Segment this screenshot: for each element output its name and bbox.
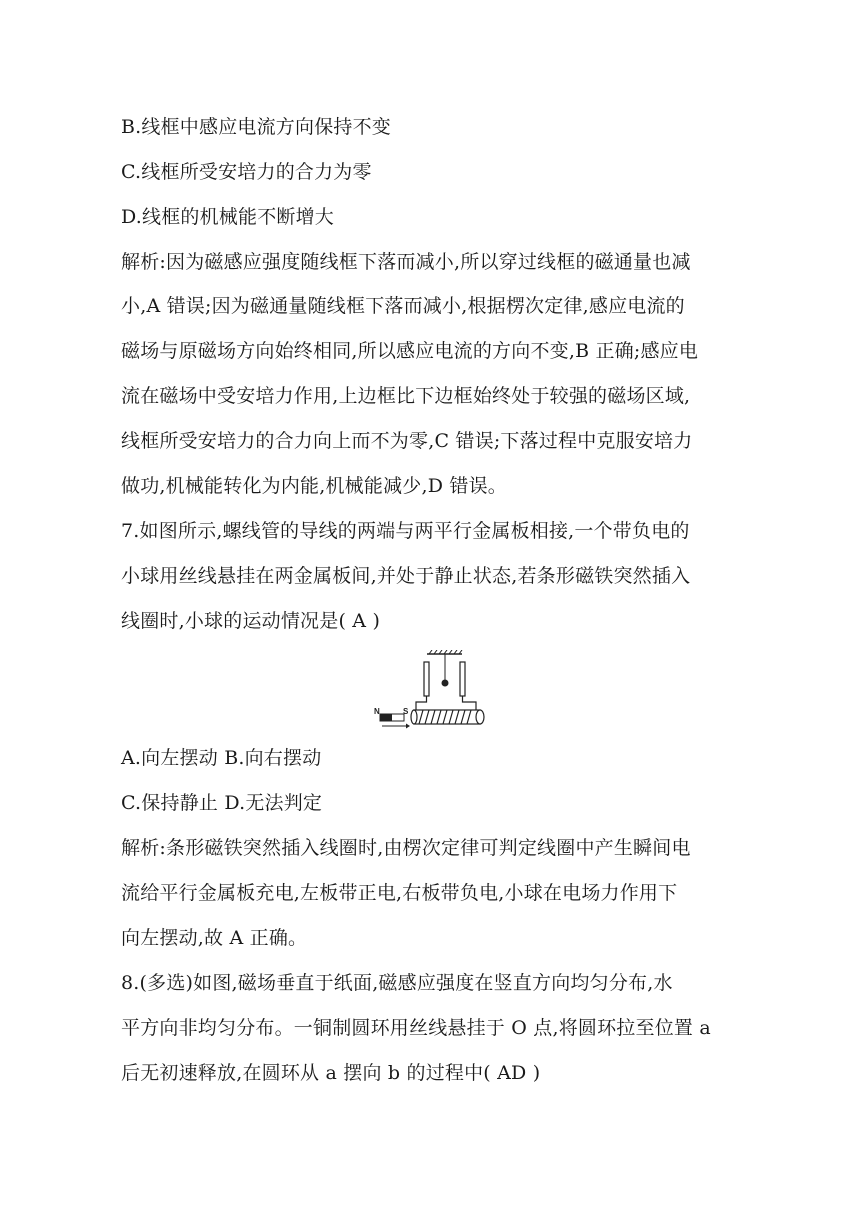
arrow-right-icon bbox=[406, 724, 410, 729]
question-7-line: 小球用丝线悬挂在两金属板间,并处于静止状态,若条形磁铁突然插入 bbox=[121, 565, 691, 587]
option-b-q6: B.线框中感应电流方向保持不变 bbox=[121, 116, 392, 138]
analysis-q6-line: 线框所受安培力的合力向上而不为零,C 错误;下落过程中克服安培力 bbox=[121, 430, 693, 452]
analysis-q6-line: 解析:因为磁感应强度随线框下落而减小,所以穿过线框的磁通量也减 bbox=[121, 251, 691, 273]
analysis-q7-line: 解析:条形磁铁突然插入线圈时,由楞次定律可判定线圈中产生瞬间电 bbox=[121, 837, 691, 859]
solenoid-diagram bbox=[372, 650, 488, 730]
question-8-line: 后无初速释放,在圆环从 a 摆向 b 的过程中( AD ) bbox=[121, 1062, 541, 1084]
analysis-q6-line: 做功,机械能转化为内能,机械能减少,D 错误。 bbox=[121, 475, 507, 497]
analysis-q7-line: 向左摆动,故 A 正确。 bbox=[121, 927, 308, 949]
analysis-q7-line: 流给平行金属板充电,左板带正电,右板带负电,小球在电场力作用下 bbox=[121, 882, 678, 904]
option-d-q6: D.线框的机械能不断增大 bbox=[121, 206, 334, 228]
option-c-q6: C.线框所受安培力的合力为零 bbox=[121, 161, 372, 183]
solenoid-figure bbox=[372, 650, 488, 730]
question-7-line: 线圈时,小球的运动情况是( A ) bbox=[121, 610, 381, 632]
analysis-q6-line: 小,A 错误;因为磁通量随线框下落而减小,根据楞次定律,感应电流的 bbox=[121, 295, 685, 317]
options-q7-line: A.向左摆动 B.向右摆动 bbox=[121, 747, 322, 769]
question-7-line: 7.如图所示,螺线管的导线的两端与两平行金属板相接,一个带负电的 bbox=[121, 520, 690, 542]
analysis-q6-line: 流在磁场中受安培力作用,上边框比下边框始终处于较强的磁场区域, bbox=[121, 385, 691, 407]
magnet-n-label: N bbox=[374, 707, 380, 716]
analysis-q6-line: 磁场与原磁场方向始终相同,所以感应电流的方向不变,B 正确;感应电 bbox=[121, 340, 699, 362]
charged-ball bbox=[442, 680, 449, 687]
question-8-line: 8.(多选)如图,磁场垂直于纸面,磁感应强度在竖直方向均匀分布,水 bbox=[121, 972, 673, 994]
magnet-s-label: S bbox=[403, 707, 409, 716]
options-q7-line: C.保持静止 D.无法判定 bbox=[121, 792, 323, 814]
question-8-line: 平方向非均匀分布。一铜制圆环用丝线悬挂于 O 点,将圆环拉至位置 a bbox=[121, 1017, 711, 1039]
